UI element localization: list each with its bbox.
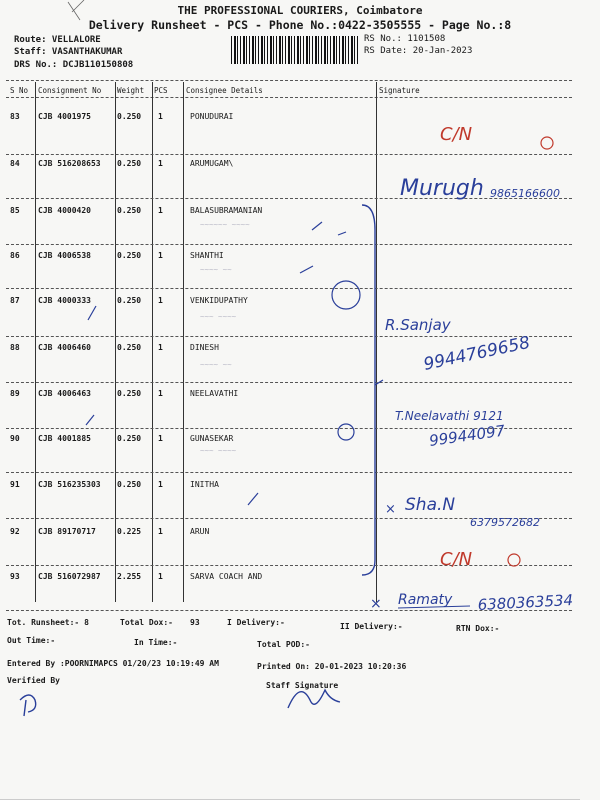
row-weight: 0.250 xyxy=(117,206,142,215)
rs-date: RS Date: 20-Jan-2023 xyxy=(364,46,473,56)
row-divider xyxy=(6,244,572,245)
signature-84: Murugh xyxy=(400,176,484,201)
faded-address-text: ~~~ ~~~~ xyxy=(200,312,237,321)
table-row xyxy=(0,296,600,340)
row-divider xyxy=(6,198,572,199)
row-pcs: 1 xyxy=(158,389,163,398)
row-consignee: INITHA xyxy=(190,480,219,489)
cross-mark-93: × xyxy=(370,596,382,612)
rs-number: RS No.: 1101508 xyxy=(364,34,446,44)
row-divider xyxy=(6,472,572,473)
verified-signature xyxy=(20,695,36,716)
row-pcs: 1 xyxy=(158,527,163,536)
signature-91: Sha.N xyxy=(405,495,456,515)
total-dox-label: Total Dox:- xyxy=(120,618,173,627)
route-label: Route: VELLALORE xyxy=(14,35,101,45)
row-consignment-no: CJB 516235303 xyxy=(38,480,101,489)
col-header-consignment: Consignment No xyxy=(38,86,102,95)
table-row xyxy=(0,112,600,156)
phone-90: 99944097 xyxy=(428,421,507,450)
row-pcs: 1 xyxy=(158,206,163,215)
row-weight: 0.250 xyxy=(117,480,142,489)
row-pcs: 1 xyxy=(158,112,163,121)
row-sno: 91 xyxy=(10,480,20,489)
row-pcs: 1 xyxy=(158,480,163,489)
row-consignment-no: CJB 516208653 xyxy=(38,159,101,168)
phone-84: 9865166600 xyxy=(490,187,560,200)
staff-signature-label: Staff Signature xyxy=(266,681,339,690)
rtn-dox: RTN Dox:- xyxy=(456,624,500,633)
total-dox-value: 93 xyxy=(190,618,200,627)
row-consignment-no: CJB 516072987 xyxy=(38,572,101,581)
in-time: In Time:- xyxy=(134,638,178,647)
faded-address-text: ~~~~~~ ~~~~ xyxy=(200,220,250,229)
row-pcs: 1 xyxy=(158,572,163,581)
row-sno: 83 xyxy=(10,112,20,121)
row-weight: 0.225 xyxy=(117,527,142,536)
row-weight: 0.250 xyxy=(117,251,142,260)
faded-address-text: ~~~ ~~~~ xyxy=(200,446,237,455)
faded-address-text: ~~~~ ~~ xyxy=(200,360,232,369)
col-header-weight: Weight xyxy=(117,86,145,95)
cn-mark-83: C/N xyxy=(440,124,473,145)
row-pcs: 1 xyxy=(158,343,163,352)
row-weight: 0.250 xyxy=(117,296,142,305)
runsheet-subtitle: Delivery Runsheet - PCS - Phone No.:0422-3505555 - Page No.:8 xyxy=(88,18,512,32)
phone-88: 9944769658 xyxy=(421,332,532,375)
row-pcs: 1 xyxy=(158,159,163,168)
row-divider xyxy=(6,428,572,429)
row-sno: 84 xyxy=(10,159,20,168)
row-consignment-no: CJB 4001885 xyxy=(38,434,91,443)
entered-by: Entered By :POORNIMAPCS 01/20/23 10:19:49 AM xyxy=(7,659,219,668)
i-delivery: I Delivery:- xyxy=(227,618,285,627)
row-divider xyxy=(6,154,572,155)
barcode xyxy=(231,36,359,64)
col-header-pcs: PCS xyxy=(154,86,168,95)
row-consignee: PONUDURAI xyxy=(190,112,234,121)
row-sno: 90 xyxy=(10,434,20,443)
col-header-sno: S No xyxy=(10,86,29,95)
row-consignee: BALASUBRAMANIAN xyxy=(190,206,263,215)
row-consignee: VENKIDUPATHY xyxy=(190,296,248,305)
col-header-consignee: Consignee Details xyxy=(186,86,263,95)
row-divider xyxy=(6,336,572,337)
row-divider xyxy=(6,382,572,383)
printed-on: Printed On: 20-01-2023 10:20:36 xyxy=(257,662,407,671)
row-pcs: 1 xyxy=(158,296,163,305)
cross-mark-91: × xyxy=(385,502,396,517)
page-bottom-edge xyxy=(0,780,580,800)
table-row xyxy=(0,343,600,387)
phone-91: 6379572682 xyxy=(470,516,540,529)
cn-mark-92: C/N xyxy=(440,549,473,570)
phone-93: 6380363534 xyxy=(477,591,574,614)
signature-89: T.Neelavathi 9121 xyxy=(395,409,504,423)
row-pcs: 1 xyxy=(158,434,163,443)
row-consignment-no: CJB 4000420 xyxy=(38,206,91,215)
row-sno: 88 xyxy=(10,343,20,352)
row-divider xyxy=(6,565,572,566)
row-consignment-no: CJB 89170717 xyxy=(38,527,96,536)
header-divider-top xyxy=(6,80,572,81)
row-divider xyxy=(6,518,572,519)
row-weight: 0.250 xyxy=(117,112,142,121)
staff-signature xyxy=(288,690,340,708)
row-weight: 0.250 xyxy=(117,389,142,398)
row-weight: 0.250 xyxy=(117,434,142,443)
row-consignee: ARUN xyxy=(190,527,210,536)
total-pod: Total POD:- xyxy=(257,640,310,649)
staff-label: Staff: VASANTHAKUMAR xyxy=(14,47,123,57)
drs-number: DRS No.: DCJB110150808 xyxy=(14,60,134,70)
row-sno: 85 xyxy=(10,206,20,215)
row-sno: 89 xyxy=(10,389,20,398)
row-consignment-no: CJB 4006460 xyxy=(38,343,91,352)
table-row xyxy=(0,389,600,433)
row-consignment-no: CJB 4001975 xyxy=(38,112,91,121)
row-consignee: GUNASEKAR xyxy=(190,434,234,443)
header-divider-bottom xyxy=(6,97,572,98)
row-sno: 93 xyxy=(10,572,20,581)
row-pcs: 1 xyxy=(158,251,163,260)
verified-by: Verified By xyxy=(7,676,60,685)
row-consignee: SHANTHI xyxy=(190,251,224,260)
row-weight: 2.255 xyxy=(117,572,142,581)
col-header-signature: Signature xyxy=(379,86,420,95)
row-consignment-no: CJB 4006538 xyxy=(38,251,91,260)
signature-93: Ramaty xyxy=(398,592,453,608)
row-consignment-no: CJB 4006463 xyxy=(38,389,91,398)
row-consignment-no: CJB 4000333 xyxy=(38,296,91,305)
row-sno: 86 xyxy=(10,251,20,260)
signature-87: R.Sanjay xyxy=(385,316,451,334)
table-row xyxy=(0,159,600,203)
row-consignee: ARUMUGAM\ xyxy=(190,159,234,168)
ii-delivery: II Delivery:- xyxy=(340,622,403,631)
out-time: Out Time:- xyxy=(7,636,56,645)
row-sno: 87 xyxy=(10,296,20,305)
faded-address-text: ~~~~ ~~ xyxy=(200,265,232,274)
row-weight: 0.250 xyxy=(117,159,142,168)
row-consignee: NEELAVATHI xyxy=(190,389,239,398)
row-weight: 0.250 xyxy=(117,343,142,352)
row-sno: 92 xyxy=(10,527,20,536)
row-consignee: DINESH xyxy=(190,343,219,352)
row-consignee: SARVA COACH AND xyxy=(190,572,263,581)
company-title: THE PROFESSIONAL COURIERS, Coimbatore xyxy=(177,4,423,17)
row-divider xyxy=(6,288,572,289)
tot-runsheet: Tot. Runsheet:- 8 xyxy=(7,618,89,627)
table-bottom-divider xyxy=(6,610,572,611)
